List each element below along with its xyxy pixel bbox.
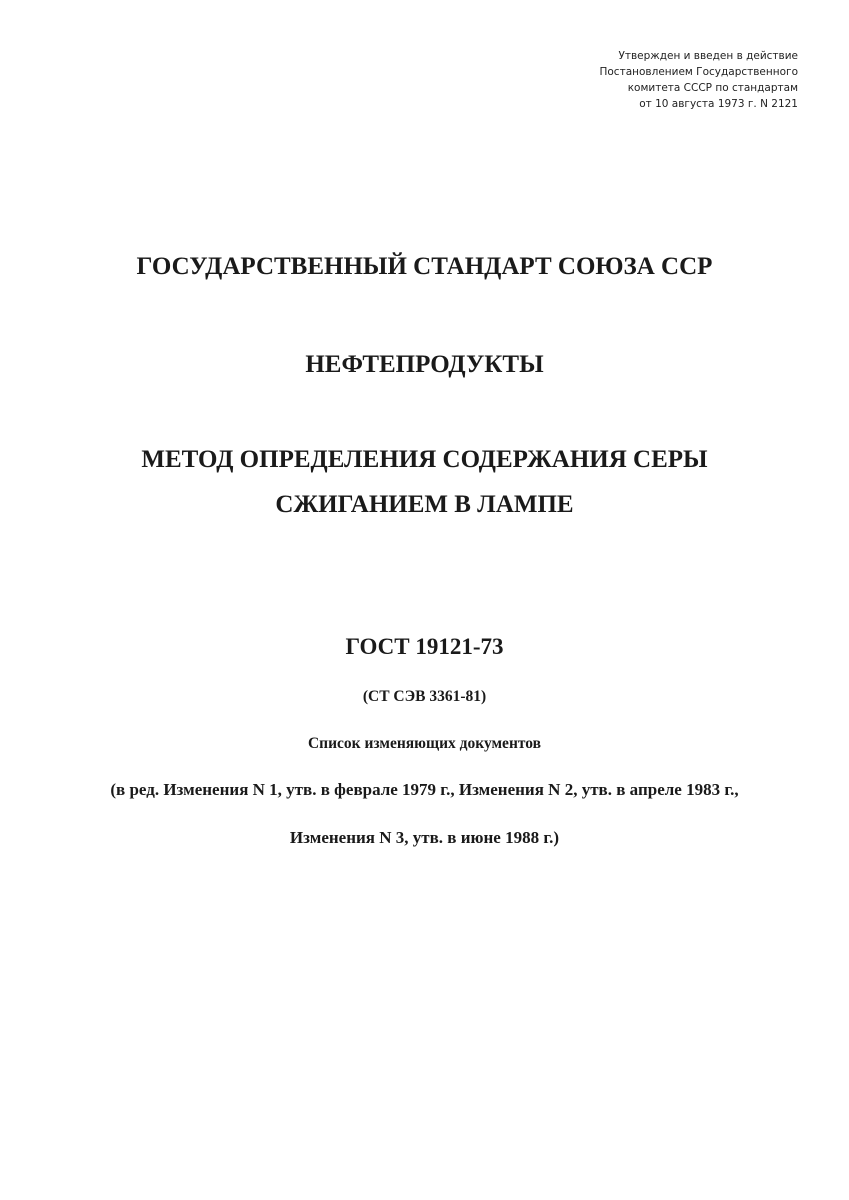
method-title-line-2: СЖИГАНИЕМ В ЛАМПЕ bbox=[275, 491, 574, 518]
approval-line: Утвержден и введен в действие bbox=[618, 50, 798, 62]
method-title-line-1: МЕТОД ОПРЕДЕЛЕНИЯ СОДЕРЖАНИЯ СЕРЫ bbox=[141, 446, 708, 473]
sev-number: (СТ СЭВ 3361-81) bbox=[362, 688, 487, 705]
approval-line: Постановлением Государственного bbox=[599, 66, 798, 78]
approval-line: от 10 августа 1973 г. N 2121 bbox=[639, 98, 798, 110]
amendments-heading: Список изменяющих документов bbox=[307, 735, 542, 752]
amendments-line-1: (в ред. Изменения N 1, утв. в феврале 1979 г., Изменения N 2, утв. в апреле 1983 г., bbox=[110, 780, 739, 799]
subject-title: НЕФТЕПРОДУКТЫ bbox=[305, 351, 544, 378]
amendments-line-2: Изменения N 3, утв. в июне 1988 г.) bbox=[289, 828, 560, 847]
gost-number: ГОСТ 19121-73 bbox=[345, 634, 504, 659]
standard-title: ГОСУДАРСТВЕННЫЙ СТАНДАРТ СОЮЗА ССР bbox=[136, 253, 713, 280]
approval-line: комитета СССР по стандартам bbox=[627, 82, 798, 94]
approval-note bbox=[478, 48, 798, 112]
